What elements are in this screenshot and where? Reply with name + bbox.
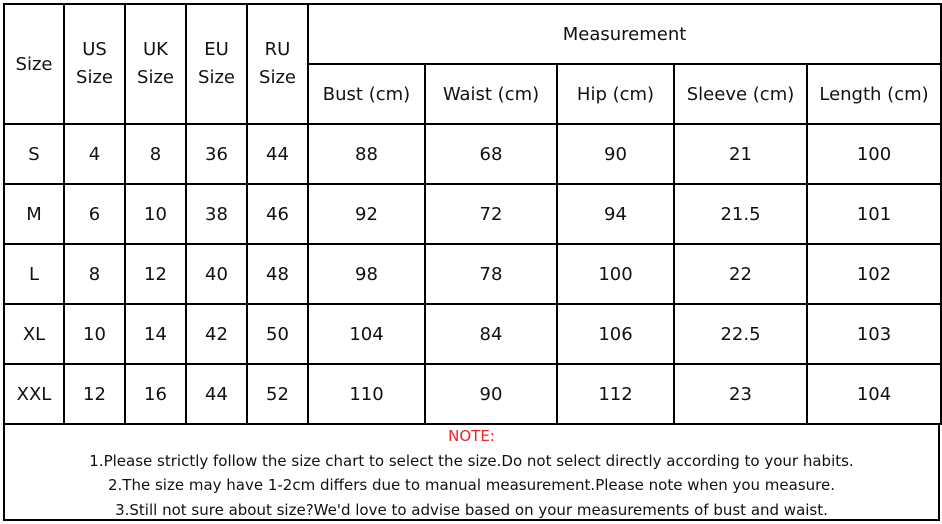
cell-bust: 88 [308,124,425,184]
cell-hip: 100 [557,244,674,304]
header-hip: Hip (cm) [557,64,674,124]
cell-bust: 104 [308,304,425,364]
header-ru-size-label: Size [259,67,296,88]
cell-hip: 90 [557,124,674,184]
cell-sleeve: 23 [674,364,807,424]
note-title: NOTE: [448,427,495,445]
header-us-size-label: Size [76,67,113,88]
header-eu-label: EU [204,39,229,60]
table-row [4,124,941,184]
cell-uk: 12 [125,244,186,304]
header-row [4,4,941,64]
cell-waist: 90 [425,364,557,424]
cell-ru: 48 [247,244,308,304]
cell-waist: 78 [425,244,557,304]
note-line-3: 3.Still not sure about size?We'd love to advise based on your measurements of bust and waist. [115,500,828,519]
cell-uk: 14 [125,304,186,364]
cell-hip: 94 [557,184,674,244]
size-table [3,3,942,425]
cell-hip: 106 [557,304,674,364]
table-row [4,184,941,244]
cell-ru: 44 [247,124,308,184]
cell-size: M [4,184,64,244]
cell-waist: 68 [425,124,557,184]
cell-us: 12 [64,364,125,424]
cell-uk: 16 [125,364,186,424]
cell-bust: 98 [308,244,425,304]
cell-us: 10 [64,304,125,364]
cell-sleeve: 21 [674,124,807,184]
header-ru-label: RU [264,39,291,60]
header-ru-size [247,4,308,124]
header-bust: Bust (cm) [308,64,425,124]
cell-size: XXL [4,364,64,424]
cell-length: 103 [807,304,941,364]
note-line-1: 1.Please strictly follow the size chart to select the size.Do not select directly according to your habits. [89,451,854,470]
notes-box [3,423,940,521]
header-eu-size [186,4,247,124]
cell-eu: 36 [186,124,247,184]
cell-size: XL [4,304,64,364]
cell-eu: 42 [186,304,247,364]
cell-length: 104 [807,364,941,424]
table-row [4,304,941,364]
cell-uk: 8 [125,124,186,184]
cell-us: 6 [64,184,125,244]
cell-sleeve: 22.5 [674,304,807,364]
header-waist: Waist (cm) [425,64,557,124]
header-us-label: US [82,39,107,60]
header-measurement: Measurement [308,4,941,64]
cell-hip: 112 [557,364,674,424]
header-uk-size-label: Size [137,67,174,88]
cell-length: 100 [807,124,941,184]
cell-bust: 110 [308,364,425,424]
note-line-2: 2.The size may have 1-2cm differs due to manual measurement.Please note when you measure. [108,476,835,494]
header-eu-size-label: Size [198,67,235,88]
cell-size: S [4,124,64,184]
cell-sleeve: 21.5 [674,184,807,244]
header-us-size [64,4,125,124]
table-row [4,244,941,304]
header-length: Length (cm) [807,64,941,124]
cell-eu: 38 [186,184,247,244]
cell-eu: 40 [186,244,247,304]
cell-ru: 52 [247,364,308,424]
cell-size: L [4,244,64,304]
cell-waist: 72 [425,184,557,244]
cell-length: 102 [807,244,941,304]
cell-sleeve: 22 [674,244,807,304]
cell-uk: 10 [125,184,186,244]
cell-ru: 46 [247,184,308,244]
header-uk-label: UK [143,39,168,60]
cell-us: 4 [64,124,125,184]
cell-waist: 84 [425,304,557,364]
header-sleeve: Sleeve (cm) [674,64,807,124]
header-uk-size [125,4,186,124]
cell-eu: 44 [186,364,247,424]
cell-us: 8 [64,244,125,304]
cell-bust: 92 [308,184,425,244]
header-size: Size [4,4,64,124]
cell-length: 101 [807,184,941,244]
table-row [4,364,941,424]
cell-ru: 50 [247,304,308,364]
